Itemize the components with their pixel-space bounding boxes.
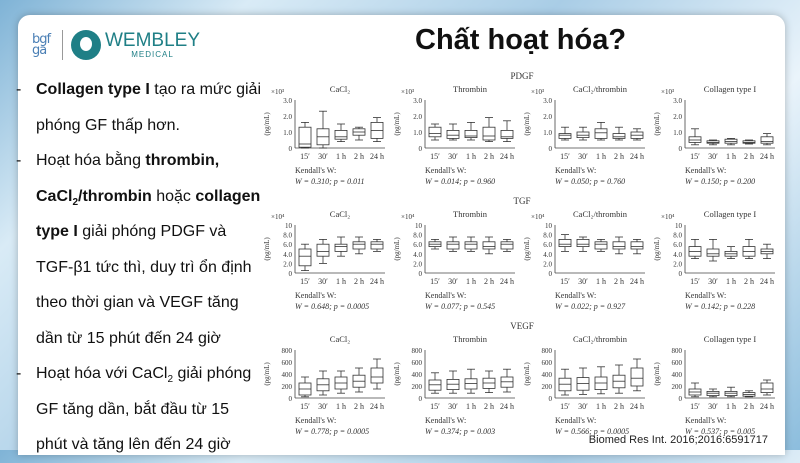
bullet-text: 2 (167, 374, 173, 386)
x-tick-label: 2 h (614, 402, 624, 411)
y-axis-label: (pg/mL) (263, 112, 271, 136)
x-tick-label: 24 h (370, 152, 384, 161)
y-tick-label: 2.0 (673, 260, 682, 269)
box (447, 242, 459, 249)
y-tick-label: 2.0 (283, 113, 292, 121)
y-tick-label: 200 (671, 383, 682, 391)
box (483, 242, 495, 249)
box (559, 134, 571, 139)
panel-title: Collagen type I (703, 84, 757, 94)
panel-title: CaCl₂/thrombin (573, 334, 627, 344)
y-tick-label: 0 (288, 270, 292, 278)
x-tick-label: 15′ (560, 277, 570, 286)
y-tick-label: 8.0 (283, 231, 292, 240)
panel-title: Thrombin (453, 334, 487, 344)
citation: Biomed Res Int. 2016;2016:6591717 (588, 434, 768, 446)
x-tick-label: 30′ (448, 402, 458, 411)
y-axis-label: (pg/mL) (393, 112, 401, 136)
y-tick-label: 10 (415, 222, 422, 230)
brand-sub: MEDICAL (131, 49, 174, 59)
y-tick-label: 0 (288, 145, 292, 153)
x-tick-label: 24 h (500, 152, 514, 161)
axis-exponent: ×10⁴ (531, 213, 545, 221)
y-tick-label: 8.0 (543, 231, 552, 240)
y-tick-label: 6.0 (673, 241, 682, 250)
y-axis-label: (pg/mL) (263, 362, 271, 386)
y-tick-label: 0 (548, 270, 552, 278)
x-tick-label: 2 h (744, 152, 754, 161)
x-tick-label: 30′ (448, 152, 458, 161)
logo-divider (62, 30, 63, 60)
box (353, 242, 365, 249)
x-tick-label: 24 h (630, 402, 644, 411)
bullet-marker: - (16, 152, 22, 169)
x-tick-label: 24 h (370, 402, 384, 411)
axis-exponent: ×10³ (401, 88, 415, 96)
y-axis-label: (pg/mL) (393, 237, 401, 261)
box (317, 244, 329, 256)
y-tick-label: 0 (678, 270, 682, 278)
kendall-label: Kendall's W: (555, 416, 597, 425)
box (631, 368, 643, 386)
box (335, 244, 347, 251)
bullet-text: Hoạt hóa với CaCl (36, 365, 168, 382)
box (465, 242, 477, 249)
x-tick-label: 24 h (630, 277, 644, 286)
kendall-label: Kendall's W: (425, 291, 467, 300)
box (483, 127, 495, 140)
box (613, 242, 625, 249)
bullet-text: giải phóng GF tăng dần, bắt đầu từ 15 phút và tăng lên đến 24 giờ (36, 365, 252, 453)
bullet-text: /thrombin (78, 187, 152, 205)
y-tick-label: 800 (411, 347, 422, 355)
bullet-text: tạo ra mức giải phóng GF thấp hơn. (36, 81, 261, 134)
x-tick-label: 1 h (726, 402, 736, 411)
y-tick-label: 0 (288, 395, 292, 403)
box (559, 239, 571, 246)
bullet-text: giải phóng PDGF và TGF-β1 tức thì, duy trì ổn định theo thời gian và VEGF tăng dần từ 15 phút đến 24 giờ (36, 223, 252, 347)
axis-exponent: ×10³ (271, 88, 285, 96)
panel-title: Thrombin (453, 209, 487, 219)
box (613, 134, 625, 139)
y-tick-label: 0 (418, 145, 422, 153)
kendall-stat: W = 0.537; p = 0.005 (685, 427, 756, 436)
kendall-stat: W = 0.310; p = 0.011 (295, 177, 365, 186)
y-tick-label: 4.0 (673, 250, 682, 259)
y-tick-label: 1.0 (283, 129, 292, 137)
kendall-stat: W = 0.142; p = 0.228 (685, 302, 756, 311)
x-tick-label: 1 h (726, 152, 736, 161)
kendall-label: Kendall's W: (555, 166, 597, 175)
kendall-label: Kendall's W: (425, 416, 467, 425)
y-tick-label: 0 (548, 145, 552, 153)
x-tick-label: 2 h (744, 277, 754, 286)
y-axis-label: (pg/mL) (393, 362, 401, 386)
kendall-label: Kendall's W: (555, 291, 597, 300)
x-tick-label: 15′ (560, 152, 570, 161)
y-tick-label: 10 (675, 222, 682, 230)
x-tick-label: 15′ (300, 402, 310, 411)
y-tick-label: 3.0 (413, 97, 422, 105)
x-tick-label: 15′ (430, 402, 440, 411)
box (371, 368, 383, 383)
y-tick-label: 400 (541, 371, 552, 379)
y-tick-label: 200 (411, 383, 422, 391)
y-axis-label: (pg/mL) (523, 362, 531, 386)
y-tick-label: 2.0 (673, 113, 682, 121)
logo (32, 30, 200, 60)
box (761, 383, 773, 393)
y-tick-label: 4.0 (413, 250, 422, 259)
kendall-label: Kendall's W: (295, 166, 337, 175)
x-tick-label: 2 h (354, 277, 364, 286)
y-tick-label: 0 (548, 395, 552, 403)
y-tick-label: 400 (281, 371, 292, 379)
axis-exponent: ×10⁴ (271, 213, 285, 221)
x-tick-label: 1 h (596, 277, 606, 286)
axis-exponent: ×10⁴ (661, 213, 675, 221)
x-tick-label: 15′ (430, 152, 440, 161)
axis-exponent: ×10³ (661, 88, 675, 96)
x-tick-label: 2 h (614, 277, 624, 286)
box (595, 242, 607, 249)
bullet-text: collagen type I (36, 187, 261, 240)
x-tick-label: 30′ (708, 402, 718, 411)
kendall-stat: W = 0.778; p = 0.0005 (295, 427, 370, 436)
y-axis-label: (pg/mL) (653, 237, 661, 261)
box (595, 129, 607, 139)
panel-title: CaCl₂/thrombin (573, 209, 627, 219)
slide-title: Chất hoạt hóa? (415, 24, 627, 56)
kendall-stat: W = 0.374; p = 0.003 (425, 427, 496, 436)
y-tick-label: 10 (545, 222, 552, 230)
bullet-text: Hoạt hóa bằng (36, 152, 146, 169)
y-tick-label: 3.0 (673, 97, 682, 105)
axis-exponent: ×10⁴ (401, 213, 415, 221)
y-tick-label: 10 (285, 222, 292, 230)
y-tick-label: 6.0 (413, 241, 422, 250)
x-tick-label: 15′ (300, 277, 310, 286)
x-tick-label: 15′ (430, 277, 440, 286)
box (707, 249, 719, 256)
box (299, 249, 311, 266)
y-tick-label: 2.0 (413, 113, 422, 121)
x-tick-label: 30′ (578, 402, 588, 411)
y-tick-label: 600 (671, 359, 682, 367)
y-tick-label: 2.0 (543, 113, 552, 121)
bgfga-logo: bgf ga (32, 32, 51, 58)
row-label: VEGF (510, 321, 534, 331)
y-tick-label: 3.0 (283, 97, 292, 105)
x-tick-label: 24 h (630, 152, 644, 161)
panel-title: Thrombin (453, 84, 487, 94)
gear-icon (71, 30, 101, 60)
y-tick-label: 400 (671, 371, 682, 379)
bullet-item (16, 72, 261, 143)
x-tick-label: 24 h (370, 277, 384, 286)
kendall-stat: W = 0.566; p = 0.0005 (555, 427, 630, 436)
row-label: PDGF (510, 71, 534, 81)
y-axis-label: (pg/mL) (263, 237, 271, 261)
kendall-label: Kendall's W: (295, 291, 337, 300)
x-tick-label: 2 h (484, 277, 494, 286)
kendall-stat: W = 0.050; p = 0.760 (555, 177, 626, 186)
y-tick-label: 400 (411, 371, 422, 379)
y-tick-label: 600 (541, 359, 552, 367)
kendall-label: Kendall's W: (685, 416, 727, 425)
y-tick-label: 1.0 (543, 129, 552, 137)
y-tick-label: 800 (281, 347, 292, 355)
x-tick-label: 24 h (760, 277, 774, 286)
x-tick-label: 2 h (354, 152, 364, 161)
row-label: TGF (513, 196, 531, 206)
box (501, 242, 513, 249)
x-tick-label: 2 h (614, 152, 624, 161)
y-tick-label: 200 (541, 383, 552, 391)
kendall-stat: W = 0.077; p = 0.545 (425, 302, 496, 311)
box (631, 242, 643, 249)
x-tick-label: 1 h (596, 152, 606, 161)
kendall-stat: W = 0.648; p = 0.0005 (295, 302, 370, 311)
x-tick-label: 30′ (318, 152, 328, 161)
panel-title: Collagen type I (703, 334, 757, 344)
bullet-text: thrombin, CaCl (36, 152, 220, 205)
x-tick-label: 30′ (578, 152, 588, 161)
y-tick-label: 8.0 (413, 231, 422, 240)
x-tick-label: 1 h (466, 152, 476, 161)
axis-exponent: ×10³ (531, 88, 545, 96)
x-tick-label: 30′ (578, 277, 588, 286)
x-tick-label: 15′ (690, 277, 700, 286)
y-tick-label: 600 (281, 359, 292, 367)
y-tick-label: 600 (411, 359, 422, 367)
y-axis-label: (pg/mL) (523, 112, 531, 136)
y-tick-label: 4.0 (283, 250, 292, 259)
x-tick-label: 1 h (726, 277, 736, 286)
box (371, 242, 383, 249)
y-tick-label: 8.0 (673, 231, 682, 240)
panel-title: CaCl₂ (329, 84, 351, 94)
panel-title: Collagen type I (703, 209, 757, 219)
y-axis-label: (pg/mL) (523, 237, 531, 261)
y-tick-label: 800 (541, 347, 552, 355)
panel-title: CaCl₂ (329, 209, 351, 219)
x-tick-label: 2 h (744, 402, 754, 411)
x-tick-label: 1 h (466, 277, 476, 286)
y-tick-label: 3.0 (543, 97, 552, 105)
y-tick-label: 6.0 (543, 241, 552, 250)
bullet-item (16, 356, 261, 463)
x-tick-label: 15′ (560, 402, 570, 411)
y-tick-label: 2.0 (283, 260, 292, 269)
x-tick-label: 24 h (760, 402, 774, 411)
x-tick-label: 1 h (336, 277, 346, 286)
y-tick-label: 6.0 (283, 241, 292, 250)
panel-title: CaCl₂ (329, 334, 351, 344)
kendall-label: Kendall's W: (295, 416, 337, 425)
y-tick-label: 800 (671, 347, 682, 355)
x-tick-label: 30′ (708, 277, 718, 286)
y-tick-label: 0 (678, 145, 682, 153)
x-tick-label: 30′ (318, 277, 328, 286)
bullet-text: 2 (72, 196, 79, 208)
kendall-label: Kendall's W: (685, 166, 727, 175)
kendall-label: Kendall's W: (425, 166, 467, 175)
box (761, 137, 773, 143)
x-tick-label: 24 h (760, 152, 774, 161)
y-tick-label: 2.0 (543, 260, 552, 269)
y-tick-label: 0 (678, 395, 682, 403)
y-tick-label: 1.0 (413, 129, 422, 137)
brand-name: WEMBLEY (105, 29, 201, 51)
box (465, 130, 477, 137)
x-tick-label: 1 h (336, 152, 346, 161)
bullet-text: hoặc (151, 187, 196, 205)
kendall-label: Kendall's W: (685, 291, 727, 300)
y-tick-label: 2.0 (413, 260, 422, 269)
bullet-marker: - (16, 81, 22, 98)
y-axis-label: (pg/mL) (653, 112, 661, 136)
box (577, 239, 589, 246)
x-tick-label: 15′ (300, 152, 310, 161)
bullet-item (16, 143, 261, 356)
x-tick-label: 1 h (466, 402, 476, 411)
panel-title: CaCl₂/thrombin (573, 84, 627, 94)
x-tick-label: 24 h (500, 402, 514, 411)
box (335, 130, 347, 139)
bullet-list (16, 72, 261, 463)
y-tick-label: 200 (281, 383, 292, 391)
bullet-marker: - (16, 365, 22, 382)
bullet-text: Collagen type I (36, 81, 150, 98)
x-tick-label: 30′ (708, 152, 718, 161)
kendall-stat: W = 0.022; p = 0.927 (555, 302, 626, 311)
y-axis-label: (pg/mL) (653, 362, 661, 386)
x-tick-label: 15′ (690, 152, 700, 161)
y-tick-label: 4.0 (543, 250, 552, 259)
x-tick-label: 1 h (596, 402, 606, 411)
x-tick-label: 24 h (500, 277, 514, 286)
box (447, 130, 459, 138)
kendall-stat: W = 0.014; p = 0.960 (425, 177, 496, 186)
y-tick-label: 0 (418, 270, 422, 278)
x-tick-label: 30′ (448, 277, 458, 286)
x-tick-label: 2 h (484, 152, 494, 161)
x-tick-label: 1 h (336, 402, 346, 411)
x-tick-label: 30′ (318, 402, 328, 411)
x-tick-label: 15′ (690, 402, 700, 411)
y-tick-label: 0 (418, 395, 422, 403)
box (429, 127, 441, 137)
kendall-stat: W = 0.150; p = 0.200 (685, 177, 756, 186)
x-tick-label: 2 h (354, 402, 364, 411)
y-tick-label: 1.0 (673, 129, 682, 137)
boxplot-figure (260, 68, 785, 440)
wembley-logo (71, 30, 200, 60)
x-tick-label: 2 h (484, 402, 494, 411)
